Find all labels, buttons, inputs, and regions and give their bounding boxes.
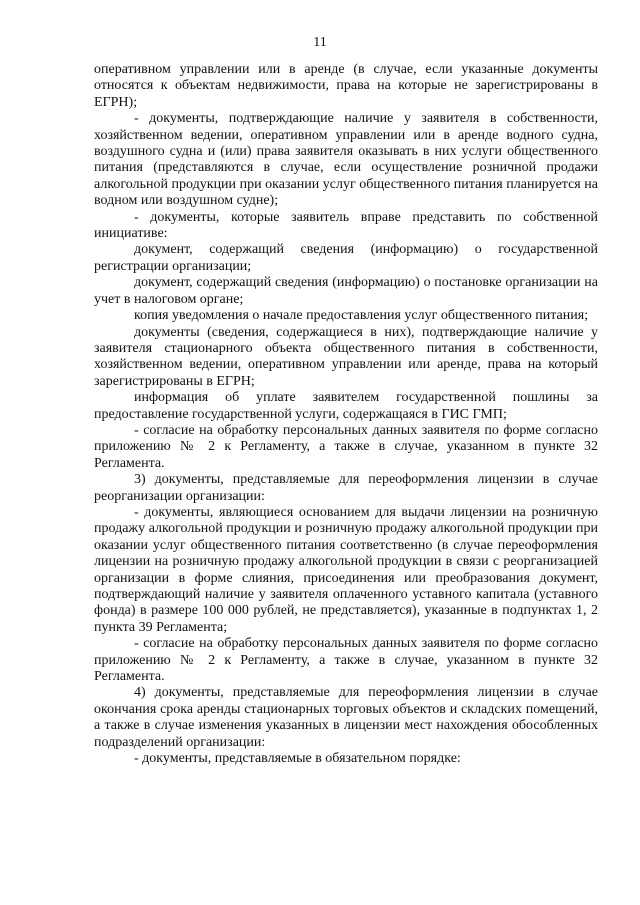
- page-number: 11: [313, 35, 327, 50]
- paragraph: документы (сведения, содержащиеся в них), подтверждающие наличие у заявителя стационарного объекта общественного питания в собственности, хозяйственном ведении, оперативном управлении или аренде, права на который зарегистрированы в ЕГРН;: [94, 324, 598, 389]
- paragraph: документ, содержащий сведения (информацию) о государственной регистрации организации;: [94, 242, 598, 274]
- paragraph: - согласие на обработку персональных данных заявителя по форме согласно приложению № 2 к Регламенту, а также в случае, указанном в пункте 32 Регламента.: [94, 636, 598, 685]
- paragraph: документ, содержащий сведения (информацию) о постановке организации на учет в налоговом органе;: [94, 275, 598, 307]
- paragraph: - согласие на обработку персональных данных заявителя по форме согласно приложению № 2 к Регламенту, а также в случае, указанном в пункте 32 Регламента.: [94, 422, 598, 471]
- paragraph: оперативном управлении или в аренде (в случае, если указанные документы относятся к объектам недвижимости, права на которые не зарегистрированы в ЕГРН);: [94, 62, 598, 110]
- paragraph: 3) документы, представляемые для переоформления лицензии в случае реорганизации организации:: [94, 472, 598, 504]
- document-body: [94, 62, 598, 767]
- paragraph: - документы, подтверждающие наличие у заявителя в собственности, хозяйственном ведении, оперативном управлении или в аренде водного судна, воздушного судна и (или) права заявителя оказывать в них услуги общественного питания (представляются в случае, если осуществление розничной продажи алкогольной продукции при оказании услуг общественного питания планируется на водном или воздушном судне);: [94, 111, 598, 209]
- paragraph: копия уведомления о начале предоставления услуг общественного питания;: [134, 308, 589, 324]
- paragraph: - документы, представляемые в обязательном порядке:: [134, 751, 461, 767]
- paragraph: - документы, являющиеся основанием для выдачи лицензии на розничную продажу алкогольной продукции и розничную продажу алкогольной продукции при оказании услуг общественного питания соответственно (в случае переоформления лицензии на розничную продажу алкогольной продукции в связи с реорганизацией организации в форме слияния, присоединения или преобразования документ, подтверждающий наличие у заявителя оплаченного уставного капитала (уставного фонда) в размере 100 000 рублей, не представляется), указанные в подпунктах 1, 2 пункта 39 Регламента;: [94, 504, 598, 635]
- paragraph: 4) документы, представляемые для переоформления лицензии в случае окончания срока аренды стационарных торговых объектов и складских помещений, а также в случае изменения указанных в лицензии мест нахождения обособленных подразделений организации:: [94, 685, 598, 750]
- paragraph: - документы, которые заявитель вправе представить по собственной инициативе:: [94, 209, 598, 242]
- paragraph: информация об уплате заявителем государственной пошлины за предоставление государственной услуги, содержащаяся в ГИС ГМП;: [94, 390, 598, 422]
